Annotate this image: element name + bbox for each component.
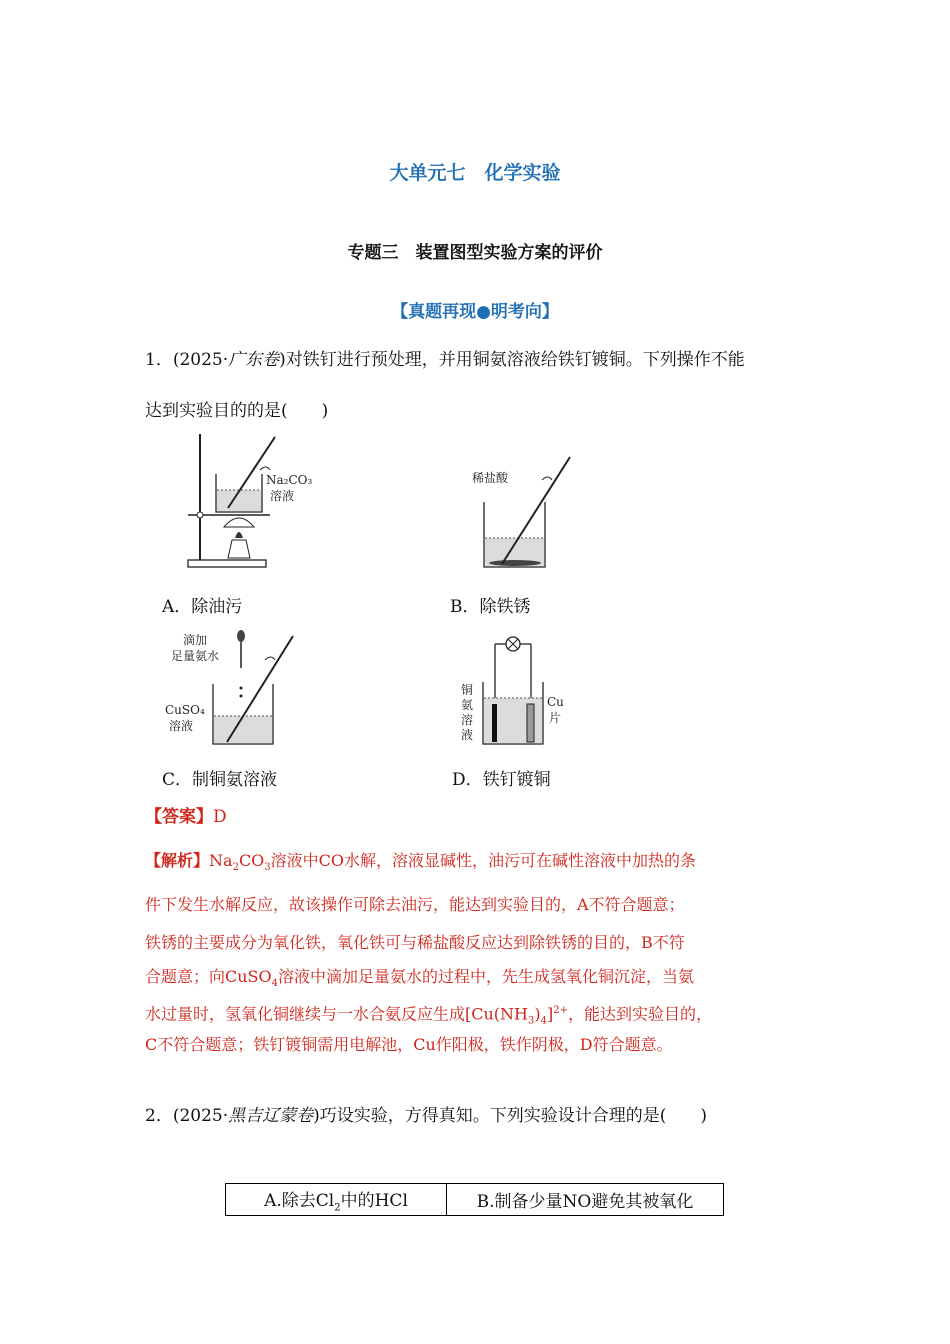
analysis-label: 【解析】: [145, 851, 210, 870]
question-2-options-table: [225, 1183, 724, 1216]
figure-d-left-label-4: 液: [461, 728, 474, 742]
figure-a-solution-label: 溶液: [270, 489, 295, 503]
figure-c-reagent-label: CuSO₄: [165, 703, 205, 717]
analysis-line-2: 件下发生水解反应，故该操作可除去油污，能达到实验目的，A不符合题意；: [145, 895, 685, 914]
answer-value: D: [213, 807, 227, 827]
question-1-line-1: 1．(2025·广东卷)对铁钉进行预处理，并用铜氨溶液给铁钉镀铜。下列操作不能: [145, 350, 745, 370]
figure-d-left-label-2: 氨: [461, 698, 474, 712]
figure-a-reagent-label: Na₂CO₃: [266, 473, 313, 487]
analysis-line-4: 合题意；向CuSO$_4$溶液中滴加足量氨水的过程中，先生成氢氧化铜沉淀，当氨: [145, 967, 695, 990]
option-d-label: D．铁钉镀铜: [452, 770, 551, 790]
analysis-line-6: C不符合题意；铁钉镀铜需用电解池，Cu作阳极，铁作阴极，D符合题意。: [145, 1035, 673, 1054]
question-1-source: 广东卷: [228, 350, 280, 370]
figure-b-rust-removal-apparatus: [470, 452, 590, 574]
figure-c-drop-label-2: 足量氨水: [171, 649, 220, 663]
page-title: 大单元七 化学实验: [389, 162, 561, 184]
analysis-line-1: 【解析】$Na_2CO_3$溶液中CO水解，溶液显碱性，油污可在碱性溶液中加热的条: [145, 851, 697, 874]
section-heading: 【真题再现●明考向】: [391, 302, 559, 322]
answer-label: 【答案】: [145, 807, 213, 827]
option-c-label: C．制铜氨溶液: [162, 770, 278, 790]
question-2-line: 2．(2025·黑吉辽蒙卷)巧设实验，方得真知。下列实验设计合理的是( ): [145, 1106, 708, 1126]
analysis: [145, 846, 815, 1064]
figure-c-copper-ammonia-preparation: [165, 628, 315, 750]
table-row: [226, 1184, 724, 1216]
figure-d-left-label-3: 溶: [461, 713, 474, 727]
table-cell-b: B.制备少量NO避免其被氧化: [447, 1184, 724, 1216]
analysis-line-3: 铁锈的主要成分为氧化铁，氧化铁可与稀盐酸反应达到除铁锈的目的，B不符: [145, 933, 685, 952]
figure-d-electroplating-cell: [455, 634, 585, 748]
figure-a-degreasing-apparatus: [180, 432, 330, 574]
answer: [145, 802, 227, 827]
figure-b-reagent-label: 稀盐酸: [472, 471, 509, 485]
table-cell-a: A.除去$Cl_2$中的HCl: [226, 1184, 447, 1216]
analysis-line-5: 水过量时，氢氧化铜继续与一水合氨反应生成$[Cu(NH_3)_4]^{2+}$，能达到实验目的，: [145, 1004, 713, 1027]
figure-d-left-label-1: 铜: [461, 683, 474, 697]
topic-subtitle: 专题三 装置图型实验方案的评价: [347, 243, 603, 263]
figure-c-drop-label-1: 滴加: [183, 633, 208, 647]
figure-d-right-label-2: 片: [549, 711, 562, 725]
figure-c-solution-label: 溶液: [169, 719, 194, 733]
option-b-label: B．除铁锈: [450, 597, 531, 617]
option-a-label: A．除油污: [162, 597, 243, 617]
question-2-source: 黑吉辽蒙卷: [228, 1106, 314, 1126]
figure-d-right-label-1: Cu: [547, 695, 564, 709]
question-1-line-2: 达到实验目的的是( ): [145, 401, 329, 421]
